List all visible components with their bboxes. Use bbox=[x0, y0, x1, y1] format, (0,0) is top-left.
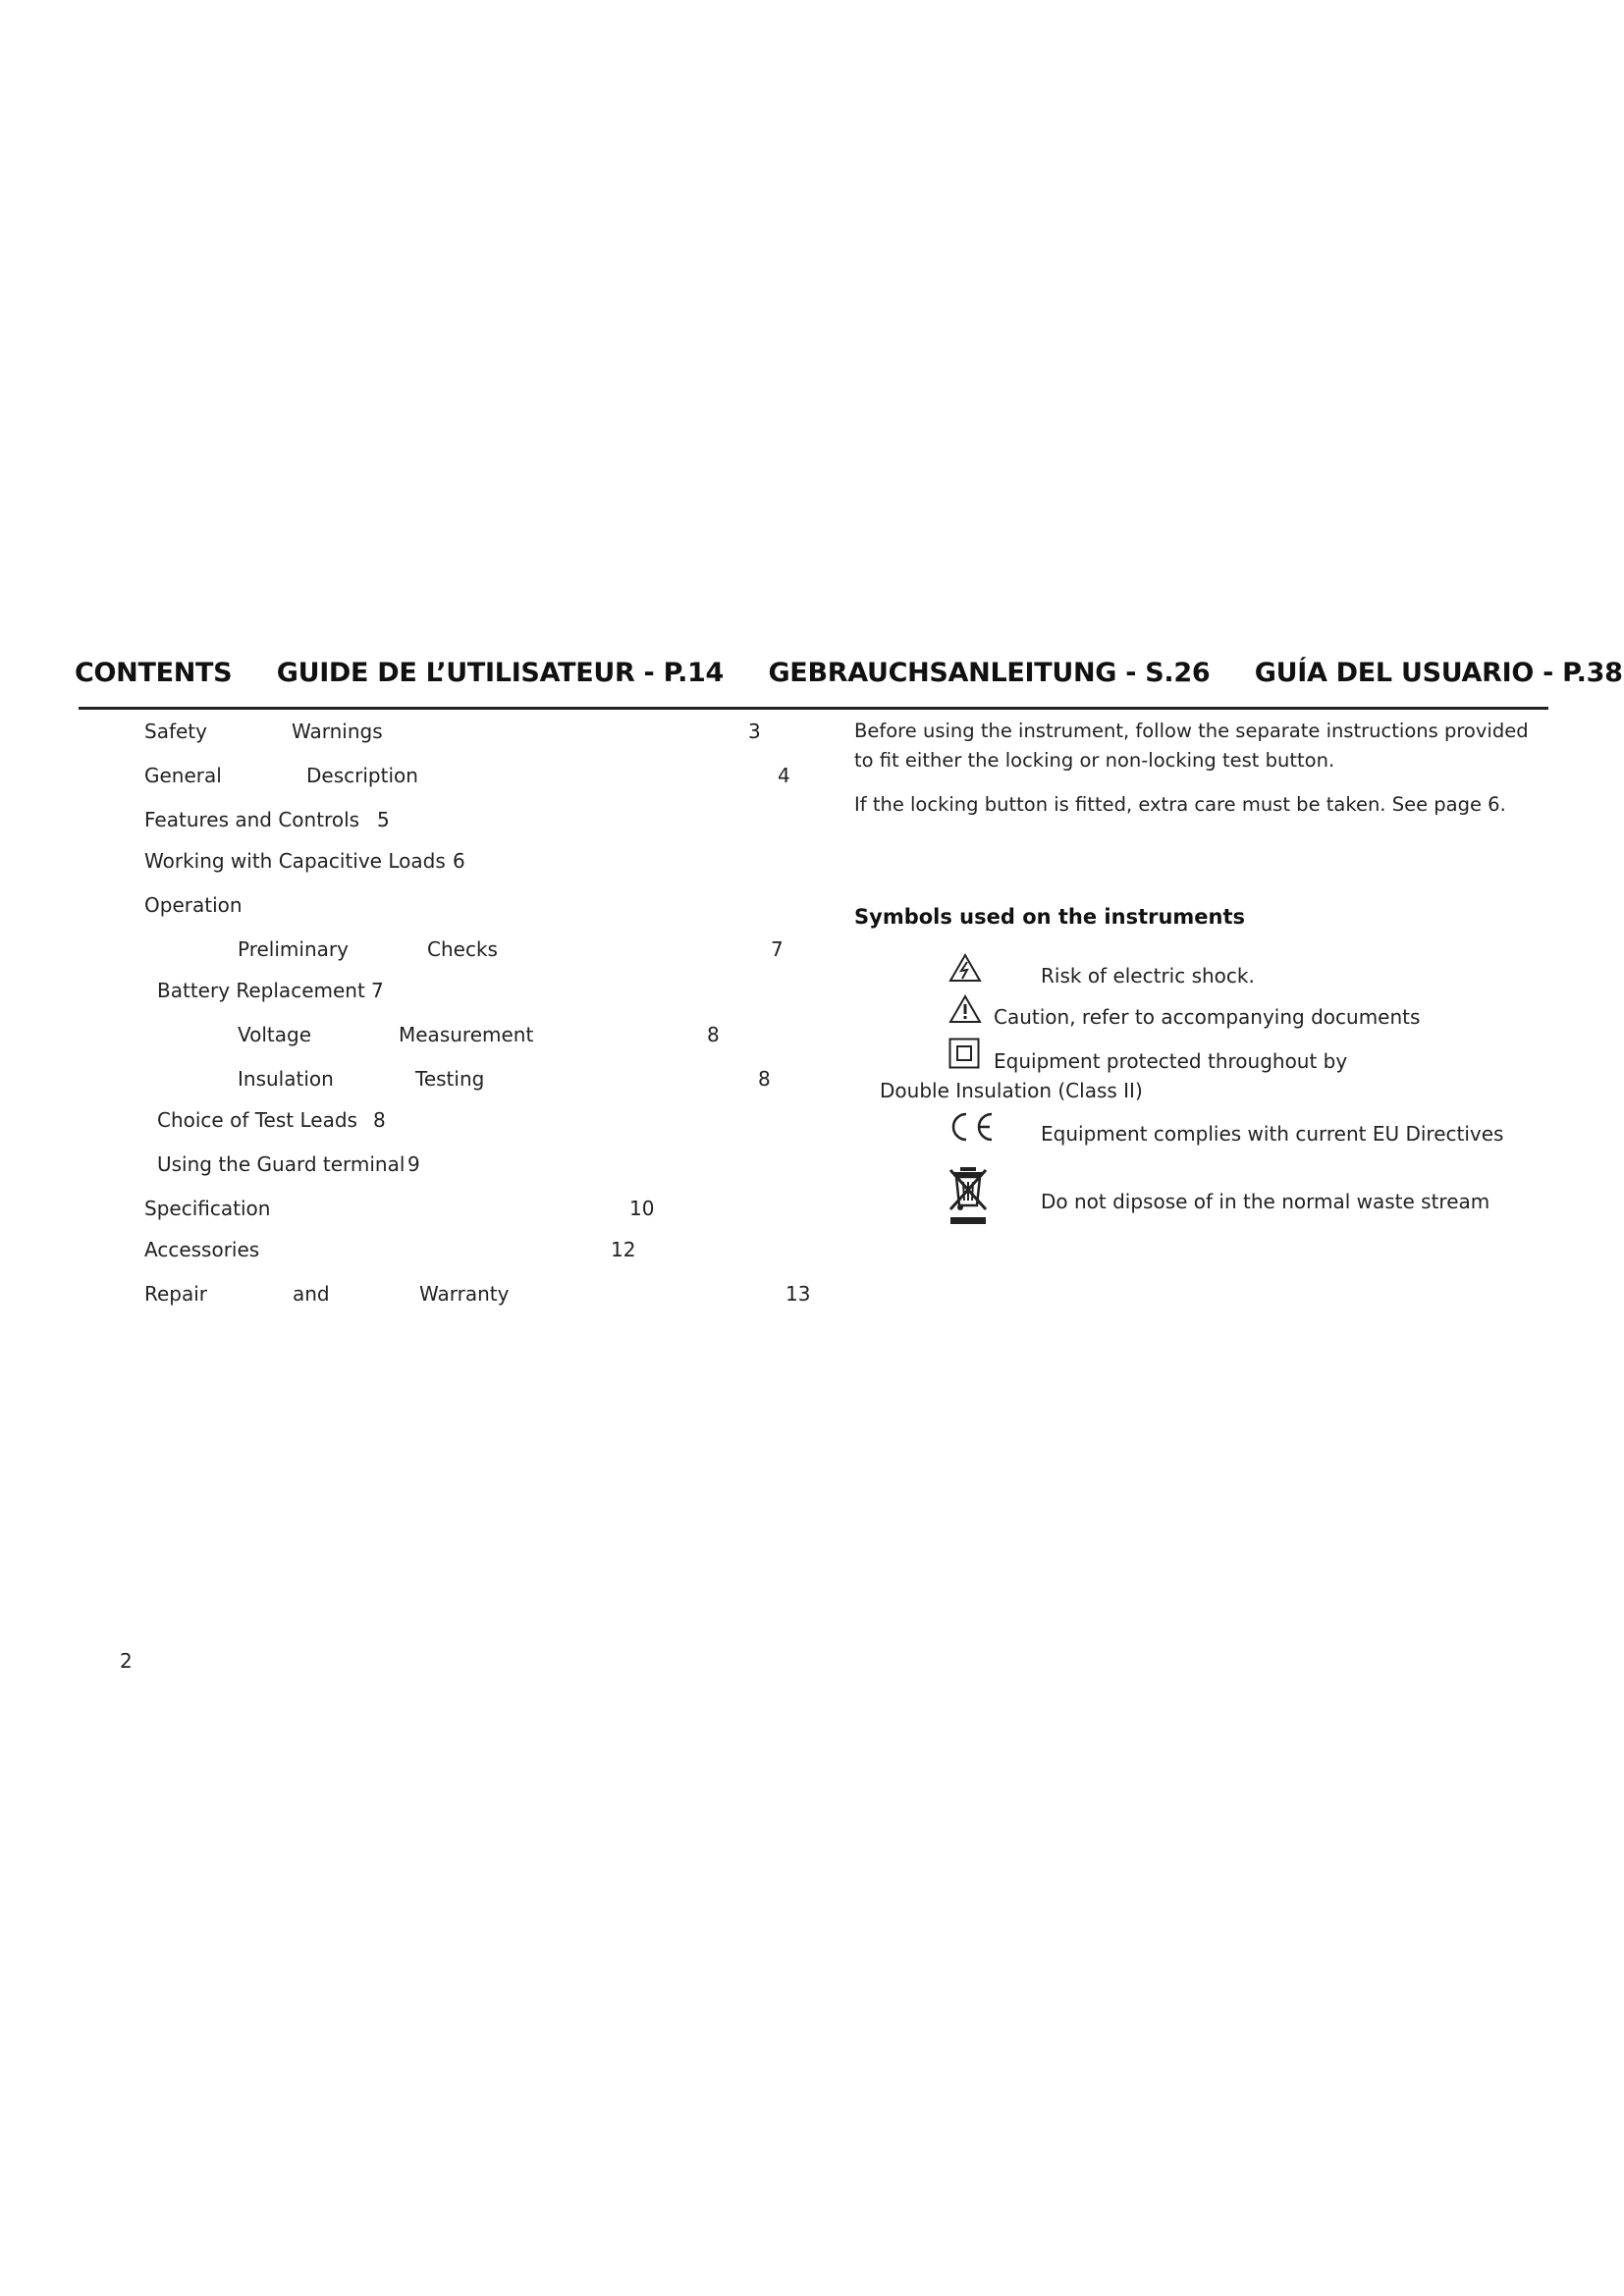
toc-preliminary-page: 7 bbox=[771, 937, 784, 961]
spanish-guide-ref: GUÍA DEL USUARIO - P.38 bbox=[1254, 658, 1623, 688]
symbols-heading: Symbols used on the instruments bbox=[854, 905, 1246, 929]
ce-mark-icon bbox=[947, 1110, 998, 1144]
french-guide-ref: GUIDE DE L’UTILISATEUR - P.14 bbox=[276, 658, 725, 688]
toc-features-label: Features and Controls bbox=[144, 808, 360, 831]
toc-features-page: 5 bbox=[377, 808, 390, 831]
toc-insulation-page: 8 bbox=[758, 1067, 771, 1091]
crossed-bin-icon bbox=[948, 1164, 988, 1229]
toc-specification-label: Specification bbox=[144, 1197, 271, 1220]
toc-general-page: 4 bbox=[778, 764, 790, 787]
caution-symbol-text: Caution, refer to accompanying documents bbox=[994, 1005, 1421, 1029]
toc-insulation-label-2: Testing bbox=[415, 1067, 485, 1091]
toc-leads-page: 8 bbox=[373, 1108, 386, 1132]
toc-specification-page: 10 bbox=[629, 1197, 655, 1220]
toc-general-label: General bbox=[144, 764, 222, 787]
toc-insulation-label: Insulation bbox=[238, 1067, 334, 1091]
toc-repair-label-2: and bbox=[293, 1282, 330, 1306]
toc-repair-label-3: Warranty bbox=[419, 1282, 510, 1306]
ce-symbol-text: Equipment complies with current EU Directives bbox=[1041, 1122, 1504, 1146]
intro-paragraph-1: Before using the instrument, follow the separate instructions provided to fit either the locking or non-locking test button. bbox=[854, 720, 1529, 772]
toc-general-label-2: Description bbox=[306, 764, 418, 787]
toc-battery-label: Battery Replacement bbox=[157, 979, 365, 1002]
shock-symbol-text: Risk of electric shock. bbox=[1041, 964, 1255, 988]
toc-preliminary-label-2: Checks bbox=[427, 937, 498, 961]
toc-voltage-page: 8 bbox=[707, 1023, 720, 1046]
toc-accessories-page: 12 bbox=[611, 1238, 636, 1261]
double-insulation-text-2: Double Insulation (Class II) bbox=[880, 1079, 1143, 1102]
toc-operation-label: Operation bbox=[144, 893, 243, 917]
toc-battery-page: 7 bbox=[371, 979, 384, 1002]
toc-repair-page: 13 bbox=[785, 1282, 811, 1306]
toc-capacitive-label: Working with Capacitive Loads bbox=[144, 849, 446, 873]
toc-leads-label: Choice of Test Leads bbox=[157, 1108, 357, 1132]
toc-guard-page: 9 bbox=[407, 1152, 420, 1176]
toc-capacitive-page: 6 bbox=[453, 849, 465, 873]
caution-icon bbox=[948, 994, 982, 1024]
toc-repair-label: Repair bbox=[144, 1282, 208, 1306]
toc-safety-label-2: Warnings bbox=[292, 720, 383, 743]
page-number: 2 bbox=[120, 1649, 133, 1673]
weee-symbol-text: Do not dipsose of in the normal waste stream bbox=[1041, 1190, 1490, 1213]
toc-guard-label: Using the Guard terminal bbox=[157, 1152, 406, 1176]
toc-voltage-label-2: Measurement bbox=[399, 1023, 534, 1046]
contents-title: CONTENTS bbox=[75, 658, 233, 688]
toc-voltage-label: Voltage bbox=[238, 1023, 312, 1046]
intro-paragraph-2: If the locking button is fitted, extra care must be taken. See page 6. bbox=[854, 793, 1506, 816]
toc-safety-page: 3 bbox=[748, 720, 761, 743]
double-insulation-text-1: Equipment protected throughout by bbox=[994, 1049, 1348, 1073]
double-insulation-icon bbox=[948, 1038, 980, 1069]
toc-safety-label: Safety bbox=[144, 720, 207, 743]
toc-preliminary-label: Preliminary bbox=[238, 937, 349, 961]
header-rule bbox=[79, 707, 1548, 710]
toc-accessories-label: Accessories bbox=[144, 1238, 260, 1261]
german-guide-ref: GEBRAUCHSANLEITUNG - S.26 bbox=[768, 658, 1211, 688]
electric-shock-warning-icon bbox=[948, 953, 982, 983]
contents-header bbox=[75, 658, 1624, 688]
